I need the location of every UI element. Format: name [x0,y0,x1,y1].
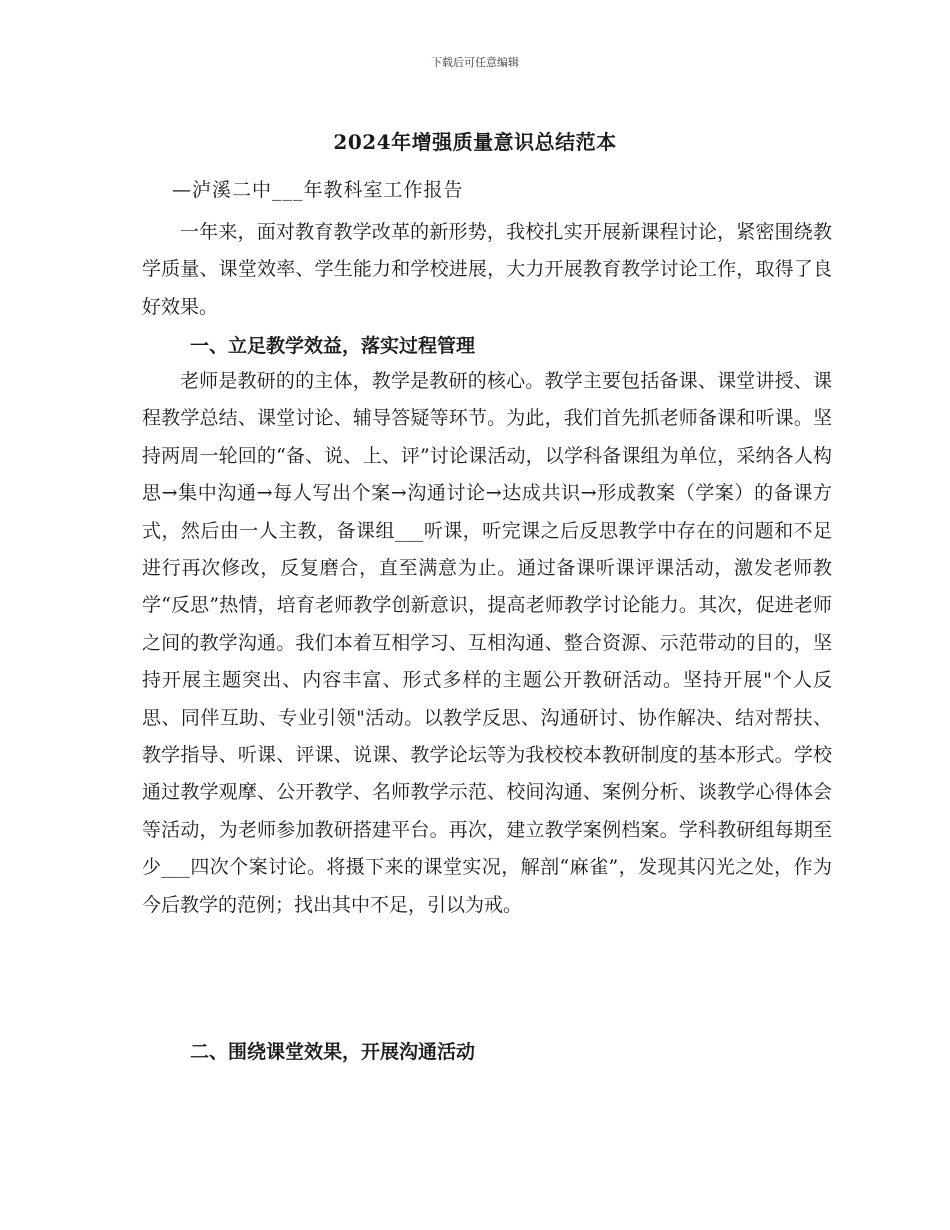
section1-paragraph: 老师是教研的的主体，教学是教研的核心。教学主要包括备课、课堂讲授、课程教学总结、课堂讨论、辅导答疑等环节。为此，我们首先抓老师备课和听课。坚持两周一轮回的“备、说、上、评”讨论课活动，以学科备课组为单位，采纳各人构思→集中沟通→每人写出个案→沟通讨论→达成共识→形成教案（学案）的备课方式，然后由一人主教，备课组___听课，听完课之后反思教学中存在的问题和不足进行再次修改，反复磨合，直至满意为止。通过备课听课评课活动，激发老师教学“反思”热情，培育老师教学创新意识，提高老师教学讨论能力。其次，促进老师之间的教学沟通。我们本着互相学习、互相沟通、整合资源、示范带动的目的，坚持开展主题突出、内容丰富、形式多样的主题公开教研活动。坚持开展"个人反思、同伴互助、专业引领"活动。以教学反思、沟通研讨、协作解决、结对帮扶、教学指导、听课、评课、说课、教学论坛等为我校校本教研制度的基本形式。学校通过教学观摩、公开教学、名师教学示范、校间沟通、案例分析、谈教学心得体会等活动，为老师参加教研搭建平台。再次，建立教学案例档案。学科教研组每期至少___四次个案讨论。将摄下来的课堂实况，解剖“麻雀”，发现其闪光之处，作为今后教学的范例；找出其中不足，引以为戒。 [142,370,832,916]
intro-paragraph: 一年来，面对教育教学改革的新形势，我校扎实开展新课程讨论，紧密围绕教学质量、课堂效率、学生能力和学校进展，大力开展教育教学讨论工作，取得了良好效果。 [142,221,832,318]
section1-heading-block [142,328,832,365]
document-subtitle: —泸溪二中___年教科室工作报告 [172,179,464,201]
section2-heading-block [142,1034,832,1071]
section2-heading: 二、围绕课堂效果，开展沟通活动 [190,1041,476,1063]
intro-block [142,214,832,326]
document-title: 2024年增强质量意识总结范本 [333,130,617,154]
section1-heading: 一、立足教学效益，落实过程管理 [190,335,476,357]
section1-body-block [142,363,832,924]
header-note: 下载后可任意编辑 [431,56,519,69]
